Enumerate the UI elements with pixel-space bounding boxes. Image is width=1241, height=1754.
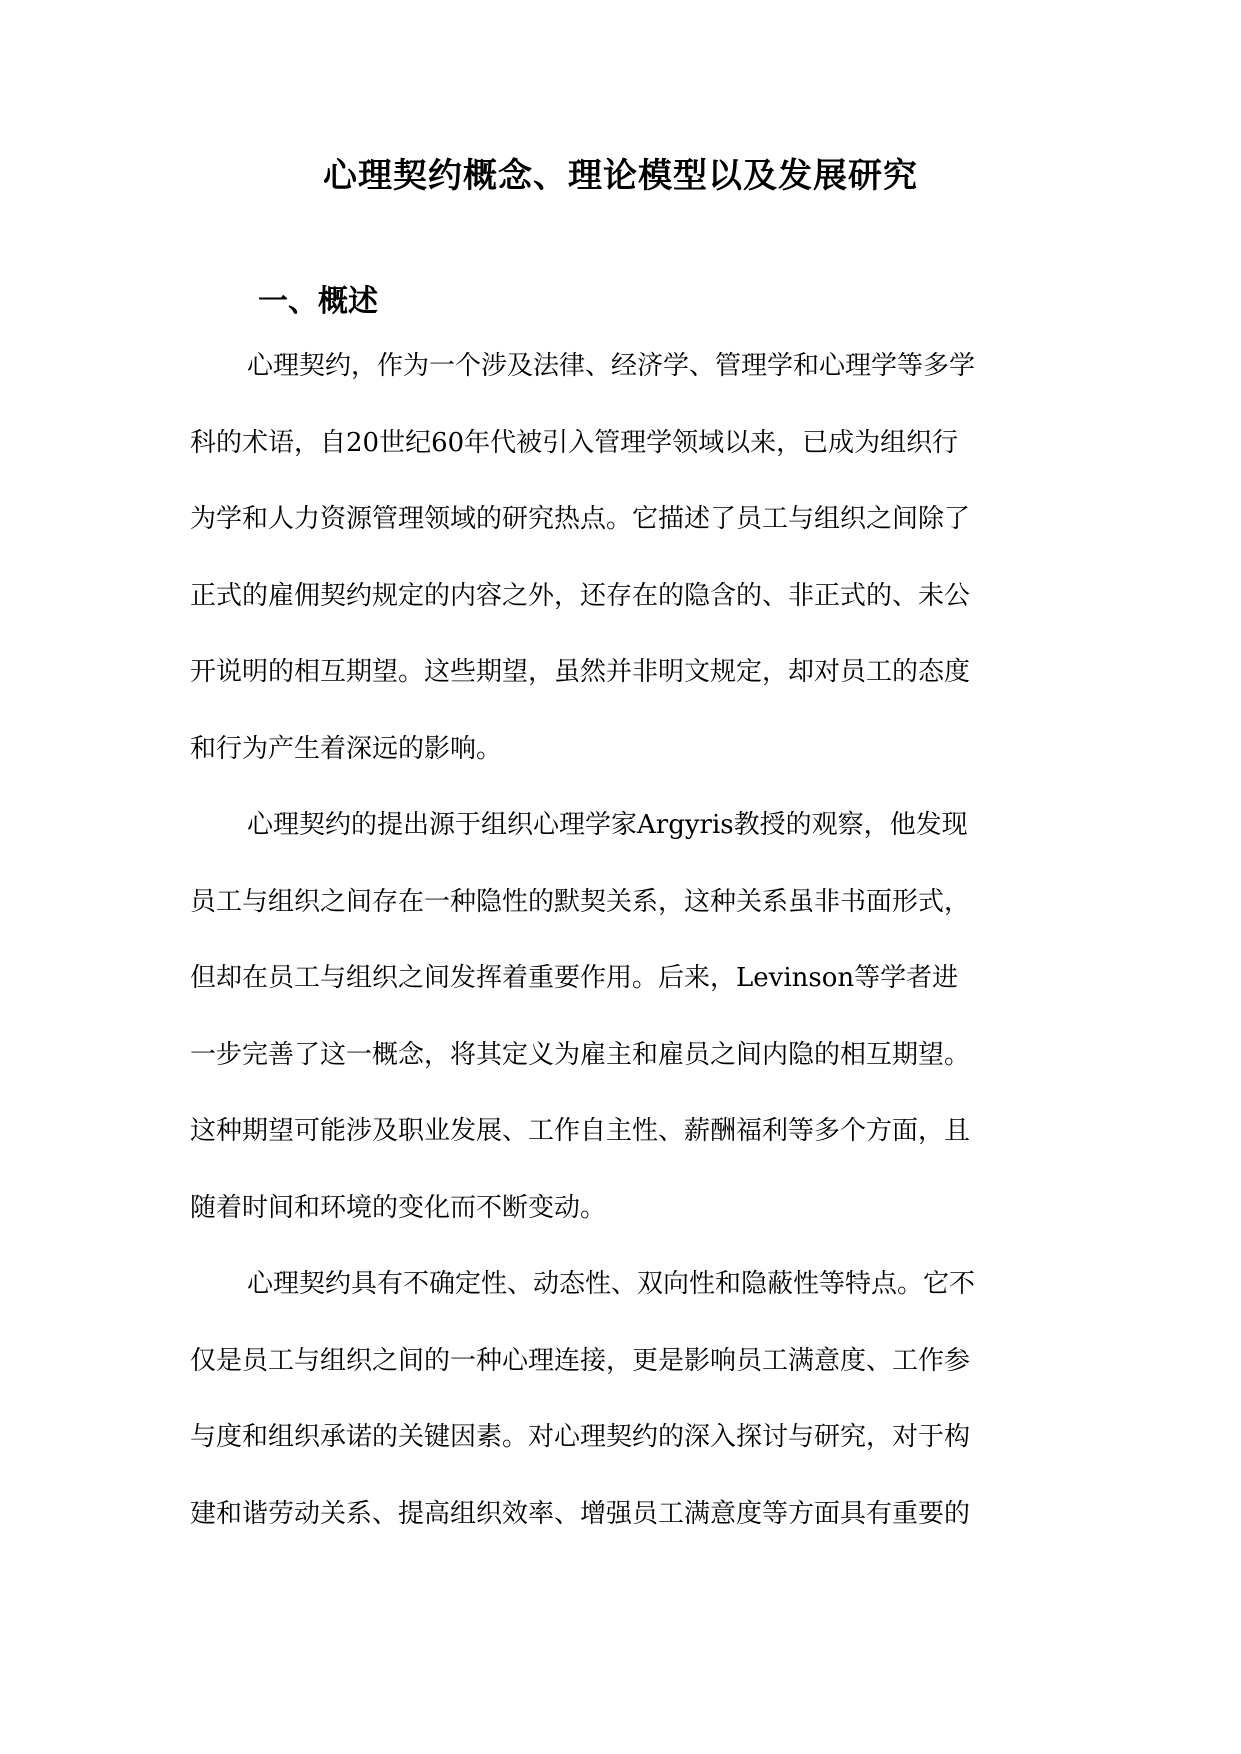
paragraph-line: 为学和人力资源管理领域的研究热点。它描述了员工与组织之间除了 bbox=[190, 504, 971, 534]
paragraph-line: 但却在员工与组织之间发挥着重要作用。后来，Levinson等学者进 bbox=[190, 963, 959, 993]
paragraph-line: 心理契约具有不确定性、动态性、双向性和隐蔽性等特点。它不 bbox=[247, 1269, 976, 1299]
paragraph-line: 开说明的相互期望。这些期望，虽然并非明文规定，却对员工的态度 bbox=[190, 657, 971, 687]
paragraph-line: 随着时间和环境的变化而不断变动。 bbox=[190, 1192, 607, 1223]
document-title: 心理契约概念、理论模型以及发展研究 bbox=[323, 156, 918, 196]
paragraph-line: 仅是员工与组织之间的一种心理连接，更是影响员工满意度、工作参 bbox=[190, 1345, 971, 1376]
paragraph-line: 建和谐劳动关系、提高组织效率、增强员工满意度等方面具有重要的 bbox=[190, 1498, 971, 1529]
paragraph-line: 心理契约的提出源于组织心理学家Argyris教授的观察，他发现 bbox=[247, 810, 968, 840]
paragraph-line: 和行为产生着深远的影响。 bbox=[190, 733, 503, 764]
paragraph-line: 心理契约，作为一个涉及法律、经济学、管理学和心理学等多学 bbox=[247, 351, 976, 381]
paragraph-line: 与度和组织承诺的关键因素。对心理契约的深入探讨与研究，对于构 bbox=[190, 1422, 971, 1452]
paragraph-line: 一步完善了这一概念，将其定义为雇主和雇员之间内隐的相互期望。 bbox=[190, 1039, 971, 1070]
section-heading-overview: 一、概述 bbox=[258, 284, 378, 319]
paragraph-line: 员工与组织之间存在一种隐性的默契关系，这种关系虽非书面形式， bbox=[190, 886, 971, 917]
paragraph-3 bbox=[190, 1246, 1060, 1552]
paragraph-line: 科的术语，自20世纪60年代被引入管理学领域以来，已成为组织行 bbox=[190, 427, 959, 458]
paragraph-1 bbox=[190, 328, 1060, 787]
paragraph-2 bbox=[190, 787, 1060, 1246]
paragraph-line: 这种期望可能涉及职业发展、工作自主性、薪酬福利等多个方面，且 bbox=[190, 1116, 971, 1146]
paragraph-line: 正式的雇佣契约规定的内容之外，还存在的隐含的、非正式的、未公 bbox=[190, 580, 971, 611]
